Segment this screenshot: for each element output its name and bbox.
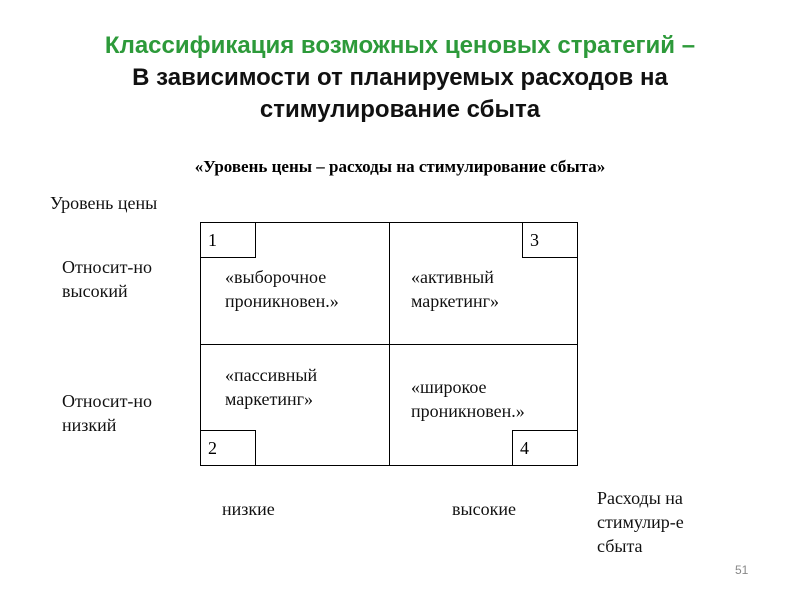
title-line-2: В зависимости от планируемых расходов на — [132, 64, 668, 91]
matrix-subtitle: «Уровень цены – расходы на стимулирование сбыта» — [194, 157, 606, 176]
x-axis-label — [597, 486, 684, 558]
quadrant-3-number: 3 — [522, 222, 578, 258]
title-line-3: стимулирование сбыта — [259, 96, 541, 123]
quadrant-3-text — [411, 265, 499, 313]
quadrant-4-text — [411, 375, 525, 423]
title-line-1: Классификация возможных ценовых стратегий – — [104, 32, 696, 59]
strategy-matrix — [200, 222, 578, 466]
row-label-low — [62, 389, 152, 437]
quadrant-2-line2: маркетинг» — [225, 389, 314, 409]
x-axis-label-line3: сбыта — [597, 536, 643, 556]
quadrant-2-number: 2 — [200, 430, 256, 466]
slide-title — [20, 30, 780, 126]
row-label-high-line2: высокий — [62, 281, 128, 301]
x-axis-label-line2: стимулир-е — [597, 512, 684, 532]
quadrant-1-number: 1 — [200, 222, 256, 258]
row-label-low-line1: Относит-но — [62, 391, 153, 411]
page-number: 51 — [735, 563, 749, 577]
quadrant-4-line1: «широкое — [411, 377, 487, 397]
x-axis-label-line1: Расходы на — [597, 488, 683, 508]
quadrant-3-line1: «активный — [411, 267, 494, 287]
row-label-low-line2: низкий — [62, 415, 117, 435]
matrix-horizontal-divider — [201, 344, 577, 345]
quadrant-4-line2: проникновен.» — [411, 401, 525, 421]
quadrant-2-text — [225, 363, 317, 411]
quadrant-1-line1: «выборочное — [225, 267, 327, 287]
x-axis-low-label: низкие — [222, 499, 275, 519]
quadrant-4-number: 4 — [512, 430, 578, 466]
x-axis-high-label: высокие — [452, 499, 516, 519]
row-label-high-line1: Относит-но — [62, 257, 153, 277]
quadrant-2-line1: «пассивный — [225, 365, 318, 385]
quadrant-3-line2: маркетинг» — [411, 291, 500, 311]
quadrant-1-line2: проникновен.» — [225, 291, 339, 311]
y-axis-label: Уровень цены — [50, 193, 158, 213]
quadrant-1-text — [225, 265, 339, 313]
row-label-high — [62, 255, 152, 303]
